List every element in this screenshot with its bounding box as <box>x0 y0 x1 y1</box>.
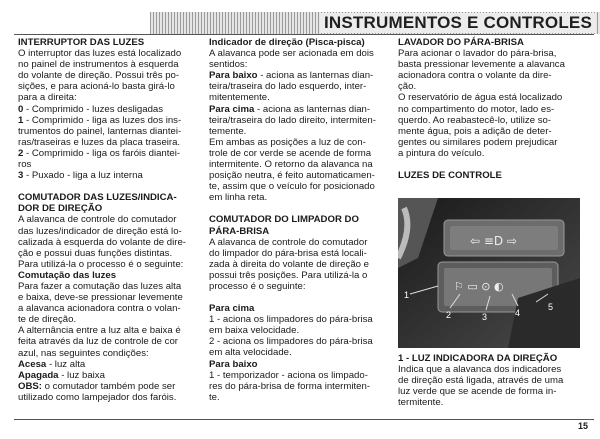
photo-label-5: 5 <box>548 302 554 312</box>
emphasis: Para baixo <box>209 70 258 82</box>
text-line: temente. <box>209 125 247 137</box>
text-line: gentes ou similares podem prejudicar <box>398 136 558 148</box>
photo-label-1: 1 <box>404 290 410 300</box>
text-line: termitente. <box>398 397 444 409</box>
text-line: sições, e para acioná-lo basta girá-lo <box>18 81 175 93</box>
page-header-title: INSTRUMENTOS E CONTROLES <box>320 13 596 33</box>
text-line: O reservatório de água está localizado <box>398 92 563 104</box>
svg-text:⇦ ≡D ⇨: ⇦ ≡D ⇨ <box>470 234 518 248</box>
text-line: em linha reta. <box>209 192 268 204</box>
section-heading: Para baixo <box>209 358 258 370</box>
text-line: do volante de direção. Possui três po- <box>18 70 180 82</box>
text-line: mente água, pois a adição de deter- <box>398 125 552 137</box>
text-line: das luzes/indicador de direção está lo- <box>18 225 182 237</box>
column-3 <box>398 37 582 181</box>
text-line: trole de cor verde se acende de forma <box>209 147 372 159</box>
spacer <box>209 292 389 303</box>
section-heading: Indicador de direção (Pisca-pisca) <box>209 37 365 48</box>
text-line: possui três posições. Para utilizá-la o <box>209 269 368 281</box>
text-line: de direção está ligada, através de uma <box>398 375 564 387</box>
text-line: a pintura do veículo. <box>398 147 485 159</box>
emphasis: 0 <box>18 103 24 115</box>
text-line: Para baixo - aciona as lanternas dian- <box>209 70 374 82</box>
text-line: O interruptor das luzes está localizado <box>18 48 182 60</box>
column-2 <box>209 37 389 403</box>
text-line: teira/traseira do lado direito, intermiten- <box>209 114 376 126</box>
section-heading: Para cima <box>209 303 255 315</box>
spacer <box>18 181 202 192</box>
text-line: 1 - aciona os limpadores do pára-brisa <box>209 314 373 326</box>
text-line: a alavanca acionadora contra o volan- <box>18 303 181 315</box>
text-line: acionadora contra o volante da dire- <box>398 70 552 82</box>
emphasis: Acesa <box>18 358 47 370</box>
text-line: A alternância entre a luz alta e baixa é <box>18 325 181 337</box>
text-line: ção e possui duas funções distintas. <box>18 247 173 259</box>
emphasis: OBS: <box>18 380 42 392</box>
section-heading: LUZES DE CONTROLE <box>398 170 502 182</box>
text-line: te. <box>209 391 220 403</box>
text-line: 0 - Comprimido - luzes desligadas <box>18 103 164 115</box>
text-line: Em ambas as posições a luz de con- <box>209 136 366 148</box>
text-line: Para fazer a comutação das luzes alta <box>18 280 182 292</box>
photo-label-2: 2 <box>446 310 452 320</box>
text-line: basta pressionar levemente a alavanca <box>398 59 565 71</box>
spacer <box>209 203 389 214</box>
text-line: OBS: o comutador também pode ser <box>18 380 176 392</box>
top-rule <box>14 34 594 35</box>
emphasis: 2 <box>18 147 24 159</box>
emphasis: 1 <box>18 114 24 126</box>
text-line: 2 - Comprimido - liga os faróis diantei- <box>18 147 181 159</box>
text-line: A alavanca de controle do comutador <box>18 214 177 226</box>
section-heading: Comutação das luzes <box>18 269 117 281</box>
emphasis: 3 <box>18 170 24 182</box>
text-line: ção. <box>398 81 417 93</box>
text-line: trumentos do painel, lanternas diantei- <box>18 125 182 137</box>
text-line: Para utilizá-la o processo é o seguinte: <box>18 258 184 270</box>
text-line: Para cima - aciona as lanternas dian- <box>209 103 371 115</box>
text-line: res do pára-brisa de forma intermiten- <box>209 380 371 392</box>
text-line: A alavanca pode ser acionada em dois <box>209 48 374 60</box>
section-heading: COMUTADOR DAS LUZES/INDICA- <box>18 192 177 204</box>
emphasis: Apagada <box>18 369 59 381</box>
text-line: do limpador do pára-brisa está locali- <box>209 247 367 259</box>
instrument-panel-photo <box>398 198 580 348</box>
section-heading: LAVADOR DO PÁRA-BRISA <box>398 37 524 48</box>
text-line: no compartimento do motor, lado es- <box>398 103 555 115</box>
text-line: intermitente. O retorno da alavanca na <box>209 159 373 171</box>
text-line: te de direção. <box>18 314 77 326</box>
svg-text:⚐ ▭ ⊙ ◐: ⚐ ▭ ⊙ ◐ <box>454 280 504 293</box>
text-line: mitentemente. <box>209 92 270 104</box>
text-line: te, assim que o veículo for posicionado <box>209 181 375 193</box>
section-heading: COMUTADOR DO LIMPADOR DO <box>209 214 359 226</box>
section-heading: 1 - LUZ INDICADORA DA DIREÇÃO <box>398 353 558 364</box>
text-line: teira/traseira do lado esquerdo, inter- <box>209 81 367 93</box>
text-line: azul, nas seguintes condições: <box>18 347 149 359</box>
text-line: 1 - temporizador - aciona os limpado- <box>209 369 368 381</box>
text-line: no painel de instrumentos à esquerda <box>18 59 179 71</box>
spacer <box>398 159 582 170</box>
text-line: querdo. Ao reabastecê-lo, utilize so- <box>398 114 552 126</box>
page-number: 15 <box>577 421 588 431</box>
text-line: utilizado como lampejador dos faróis. <box>18 391 177 403</box>
text-line: em alta velocidade. <box>209 347 292 359</box>
text-line: para a direita: <box>18 92 77 104</box>
text-line: calizada à esquerda do volante de dire- <box>18 236 187 248</box>
emphasis: Para cima <box>209 103 255 115</box>
text-line: zada à direita do volante de direção e <box>209 258 370 270</box>
column-3-bottom <box>398 353 582 408</box>
text-line: processo é o seguinte: <box>209 280 306 292</box>
section-heading: DOR DE DIREÇÃO <box>18 203 103 215</box>
text-line: ros <box>18 159 32 171</box>
text-line: e baixa, deve-se pressionar levemente <box>18 292 183 304</box>
text-line: Para acionar o lavador do pára-brisa, <box>398 48 557 60</box>
section-heading: PÁRA-BRISA <box>209 225 270 237</box>
text-line: feita através da luz de controle de cor <box>18 336 178 348</box>
photo-label-3: 3 <box>482 312 488 322</box>
text-line: 3 - Puxado - liga a luz interna <box>18 170 143 182</box>
text-line: 1 - Comprimido - liga as luzes dos ins- <box>18 114 182 126</box>
text-line: Apagada - luz baixa <box>18 369 105 381</box>
photo-label-4: 4 <box>515 308 521 318</box>
text-line: Indica que a alavanca dos indicadores <box>398 364 562 376</box>
column-3-top <box>398 37 582 181</box>
text-line: ras/traseiras e luzes da placa traseira. <box>18 136 181 148</box>
text-line: sentidos: <box>209 59 248 71</box>
text-line: A alavanca de controle do comutador <box>209 236 368 248</box>
text-line: Acesa - luz alta <box>18 358 86 370</box>
column-1 <box>18 37 202 403</box>
text-line: em baixa velocidade. <box>209 325 300 337</box>
text-line: luz verde que se acende de forma in- <box>398 386 557 398</box>
text-line: posição neutra, é feito automaticamen- <box>209 170 375 182</box>
text-line: 2 - aciona os limpadores do pára-brisa <box>209 336 373 348</box>
bottom-rule <box>14 419 594 420</box>
section-heading: INTERRUPTOR DAS LUZES <box>18 37 145 48</box>
